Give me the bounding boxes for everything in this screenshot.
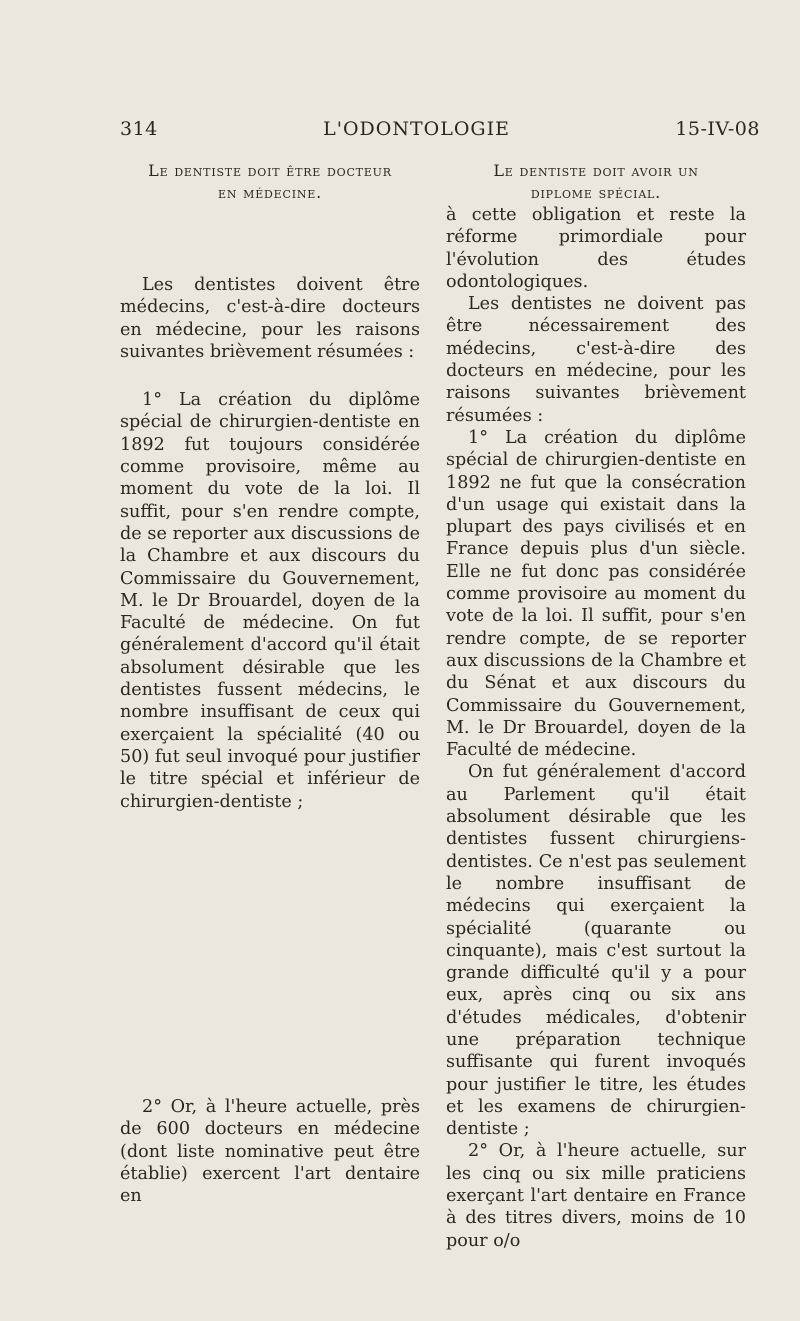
running-header [120, 118, 760, 140]
journal-title: L'ODONTOLOGIE [323, 118, 510, 140]
right-column [446, 160, 746, 1252]
page-number: 314 [120, 118, 158, 140]
left-paragraph-point-2: 2° Or, à l'heure actuelle, près de 600 docteurs en médecine (dont liste nominative peut être établie) exercent l'art dentaire en [120, 1097, 420, 1207]
right-paragraph-intro: Les dentistes ne doivent pas être nécessairement des médecins, c'est-à-dire des docteurs en médecine, pour les raisons suivantes brièvement résumées : [446, 294, 746, 426]
right-paragraph-point-2: 2° Or, à l'heure actuelle, sur les cinq ou six mille praticiens exerçant l'art dentaire en France à des titres divers, moins de 10 pour o/o [446, 1141, 746, 1251]
right-paragraph-point-1: 1° La création du diplôme spécial de chirurgien-dentiste en 1892 ne fut que la consécration d'un usage qui existait dans la plupart des pays civilisés et en France depuis plus d'un siècle. Elle ne fut donc pas considérée comme provisoire au moment du vote de la loi. Il suffit, pour s'en rendre compte, de se reporter aux discussions de la Chambre et du Sénat et aux discours du Commissaire du Gouvernement, M. le Dr Brouardel, doyen de la Faculté de médecine. [446, 427, 746, 761]
left-paragraph-point-1: 1° La création du diplôme spécial de chirurgien-dentiste en 1892 fut toujours considérée comme provisoire, même au moment du vote de la loi. Il suffit, pour s'en rendre compte, de se reporter aux discussions de la Chambre et aux discours du Commissaire du Gouvernement, M. le Dr Brouardel, doyen de la Faculté de médecine. On fut généralement d'accord qu'il était absolument désirable que les dentistes fussent médecins, le nombre insuffisant de ceux qui exerçaient la spécialité (40 ou 50) fut seul invoqué pour justifier le titre spécial et inférieur de chirurgien-dentiste ; [120, 390, 420, 812]
issue-date: 15-IV-08 [675, 118, 760, 140]
left-paragraph-intro: Les dentistes doivent être médecins, c'est-à-dire docteurs en médecine, pour les raisons suivantes brièvement résumées : [120, 275, 420, 362]
right-heading-line2: diplome spécial. [530, 183, 662, 202]
right-heading-line1: Le dentiste doit avoir un [493, 161, 699, 180]
right-paragraph-continuation: à cette obligation et reste la réforme primordiale pour l'évolution des études odontologiques. [446, 205, 746, 292]
left-heading-line2: en médecine. [218, 183, 322, 202]
left-heading-line1: Le dentiste doit être docteur [148, 161, 392, 180]
right-paragraph-agreement: On fut généralement d'accord au Parlement qu'il était absolument désirable que les dentistes fussent chirurgiens-dentistes. Ce n'est pas seulement le nombre insuffisant de médecins qui exerçaient la spécialité (quarante ou cinquante), mais c'est surtout la grande difficulté qu'il y a pour eux, après cinq ou six ans d'études médicales, d'obtenir une préparation technique suffisante qui furent invoqués pour justifier le titre, les études et les examens de chirurgien-dentiste ; [446, 762, 746, 1140]
left-column [120, 160, 420, 1207]
